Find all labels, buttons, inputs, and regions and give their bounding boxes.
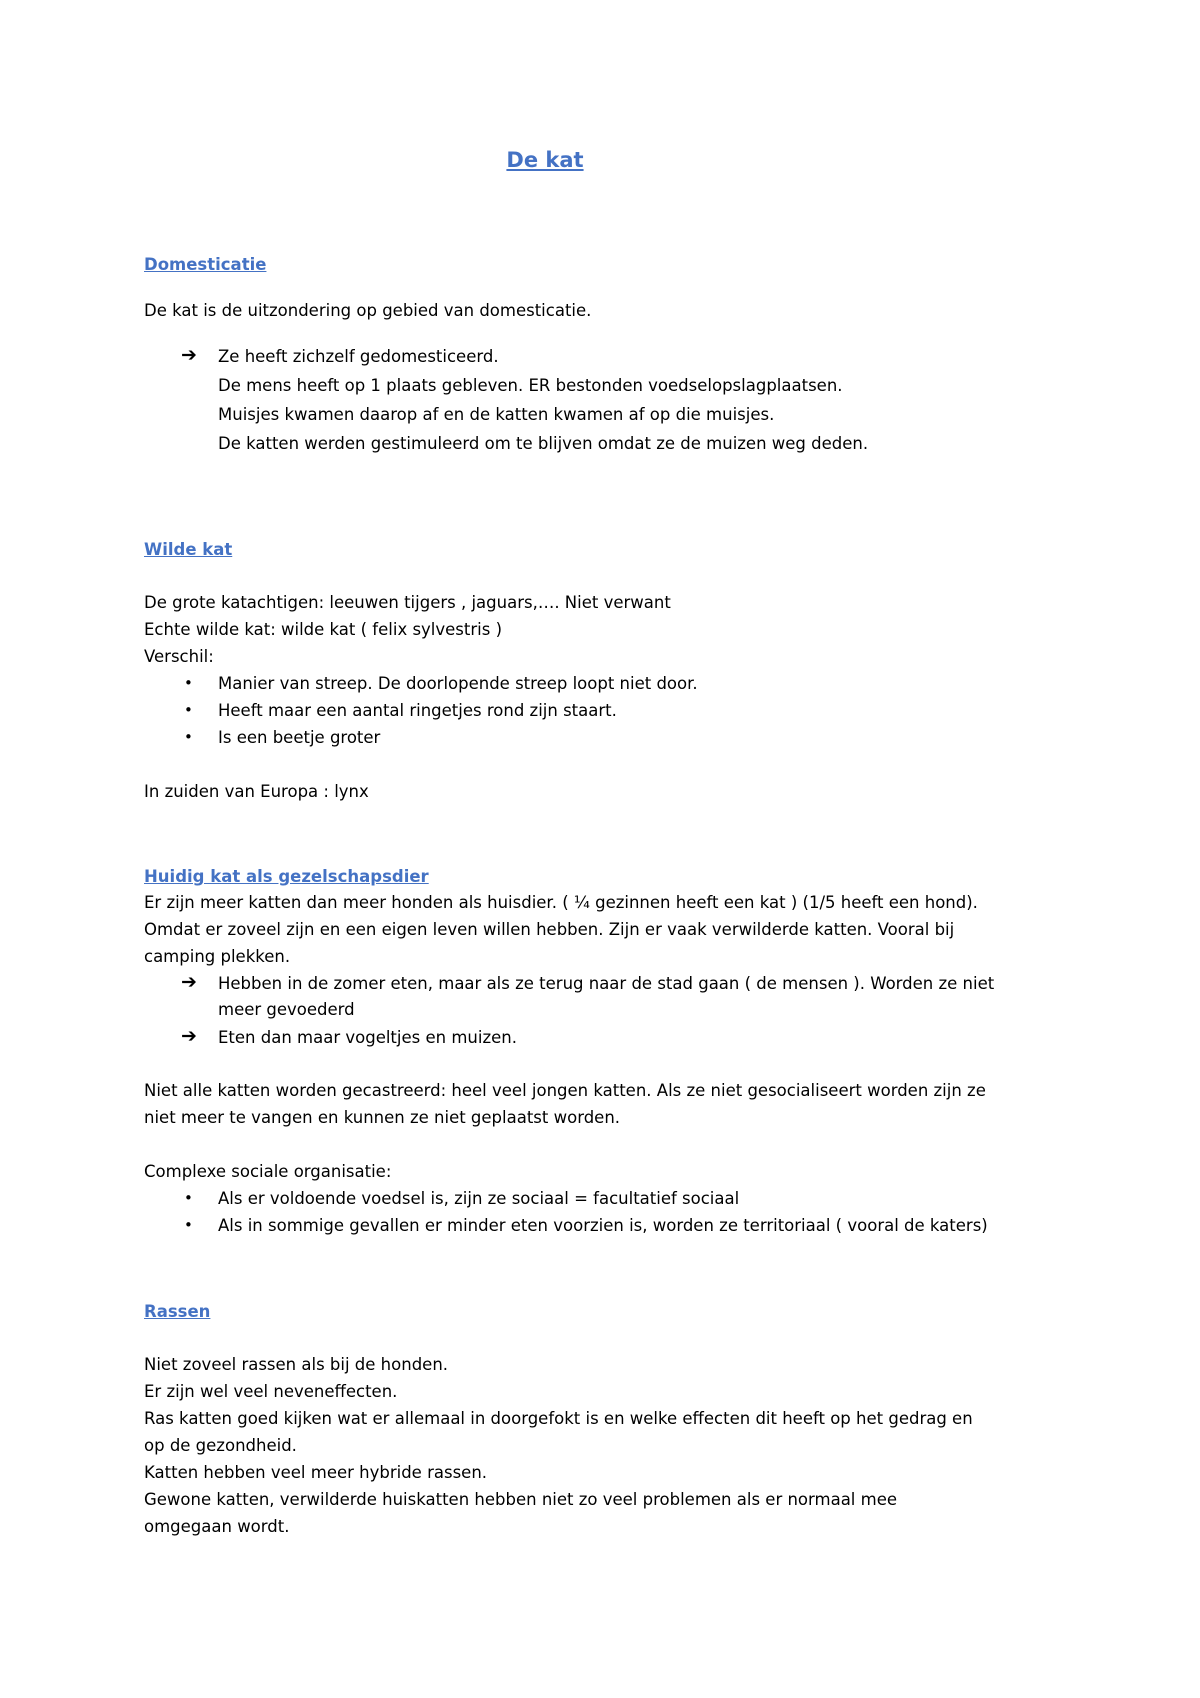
domesticatie-line: De katten werden gestimuleerd om te blijven omdat ze de muizen weg deden. [218, 434, 869, 453]
bullet-icon: • [184, 1216, 193, 1234]
rassen-line: Er zijn wel veel neveneffecten. [144, 1382, 398, 1401]
organisatie-bullet: Als er voldoende voedsel is, zijn ze sociaal = facultatief sociaal [218, 1189, 740, 1208]
page-title: De kat [506, 148, 584, 172]
rassen-line: op de gezondheid. [144, 1436, 297, 1455]
huidig-arrow-item: Hebben in de zomer eten, maar als ze terug naar de stad gaan ( de mensen ). Worden ze niet [218, 974, 995, 993]
bullet-icon: • [184, 728, 193, 746]
domesticatie-intro: De kat is de uitzondering op gebied van domesticatie. [144, 301, 592, 320]
heading-domesticatie: Domesticatie [144, 255, 267, 274]
wilde-kat-bullet: Is een beetje groter [218, 728, 381, 747]
wilde-kat-bullet: Heeft maar een aantal ringetjes rond zijn staart. [218, 701, 617, 720]
huidig-paragraph: Niet alle katten worden gecastreerd: heel veel jongen katten. Als ze niet gesocialiseert worden zijn ze [144, 1081, 986, 1100]
huidig-line: Er zijn meer katten dan meer honden als huisdier. ( ¼ gezinnen heeft een kat ) (1/5 heeft een hond). [144, 893, 978, 912]
domesticatie-line: Muisjes kwamen daarop af en de katten kwamen af op die muisjes. [218, 405, 775, 424]
wilde-kat-line: Verschil: [144, 647, 214, 666]
huidig-paragraph: niet meer te vangen en kunnen ze niet geplaatst worden. [144, 1108, 621, 1127]
huidig-line: Omdat er zoveel zijn en een eigen leven willen hebben. Zijn er vaak verwilderde katten. Vooral bij [144, 920, 955, 939]
wilde-kat-bullet: Manier van streep. De doorlopende streep loopt niet door. [218, 674, 698, 693]
bullet-icon: • [184, 674, 193, 692]
arrow-icon: ➔ [181, 1025, 197, 1047]
arrow-icon: ➔ [181, 344, 197, 366]
heading-rassen: Rassen [144, 1302, 211, 1321]
wilde-kat-footer: In zuiden van Europa : lynx [144, 782, 369, 801]
rassen-line: Katten hebben veel meer hybride rassen. [144, 1463, 488, 1482]
wilde-kat-line: Echte wilde kat: wilde kat ( felix sylvestris ) [144, 620, 503, 639]
huidig-arrow-item: Eten dan maar vogeltjes en muizen. [218, 1028, 517, 1047]
rassen-line: Ras katten goed kijken wat er allemaal in doorgefokt is en welke effecten dit heeft op het gedrag en [144, 1409, 973, 1428]
bullet-icon: • [184, 1189, 193, 1207]
organisatie-label: Complexe sociale organisatie: [144, 1162, 392, 1181]
wilde-kat-line: De grote katachtigen: leeuwen tijgers , jaguars,…. Niet verwant [144, 593, 671, 612]
huidig-arrow-continuation: meer gevoederd [218, 1000, 355, 1019]
organisatie-bullet: Als in sommige gevallen er minder eten voorzien is, worden ze territoriaal ( vooral de katers) [218, 1216, 988, 1235]
rassen-line: Niet zoveel rassen als bij de honden. [144, 1355, 449, 1374]
domesticatie-arrow-item: Ze heeft zichzelf gedomesticeerd. [218, 347, 499, 366]
heading-huidig: Huidig kat als gezelschapsdier [144, 867, 429, 886]
bullet-icon: • [184, 701, 193, 719]
heading-wilde-kat: Wilde kat [144, 540, 233, 559]
arrow-icon: ➔ [181, 971, 197, 993]
rassen-line: Gewone katten, verwilderde huiskatten hebben niet zo veel problemen als er normaal mee [144, 1490, 898, 1509]
rassen-line: omgegaan wordt. [144, 1517, 290, 1536]
domesticatie-line: De mens heeft op 1 plaats gebleven. ER bestonden voedselopslagplaatsen. [218, 376, 843, 395]
huidig-line: camping plekken. [144, 947, 291, 966]
